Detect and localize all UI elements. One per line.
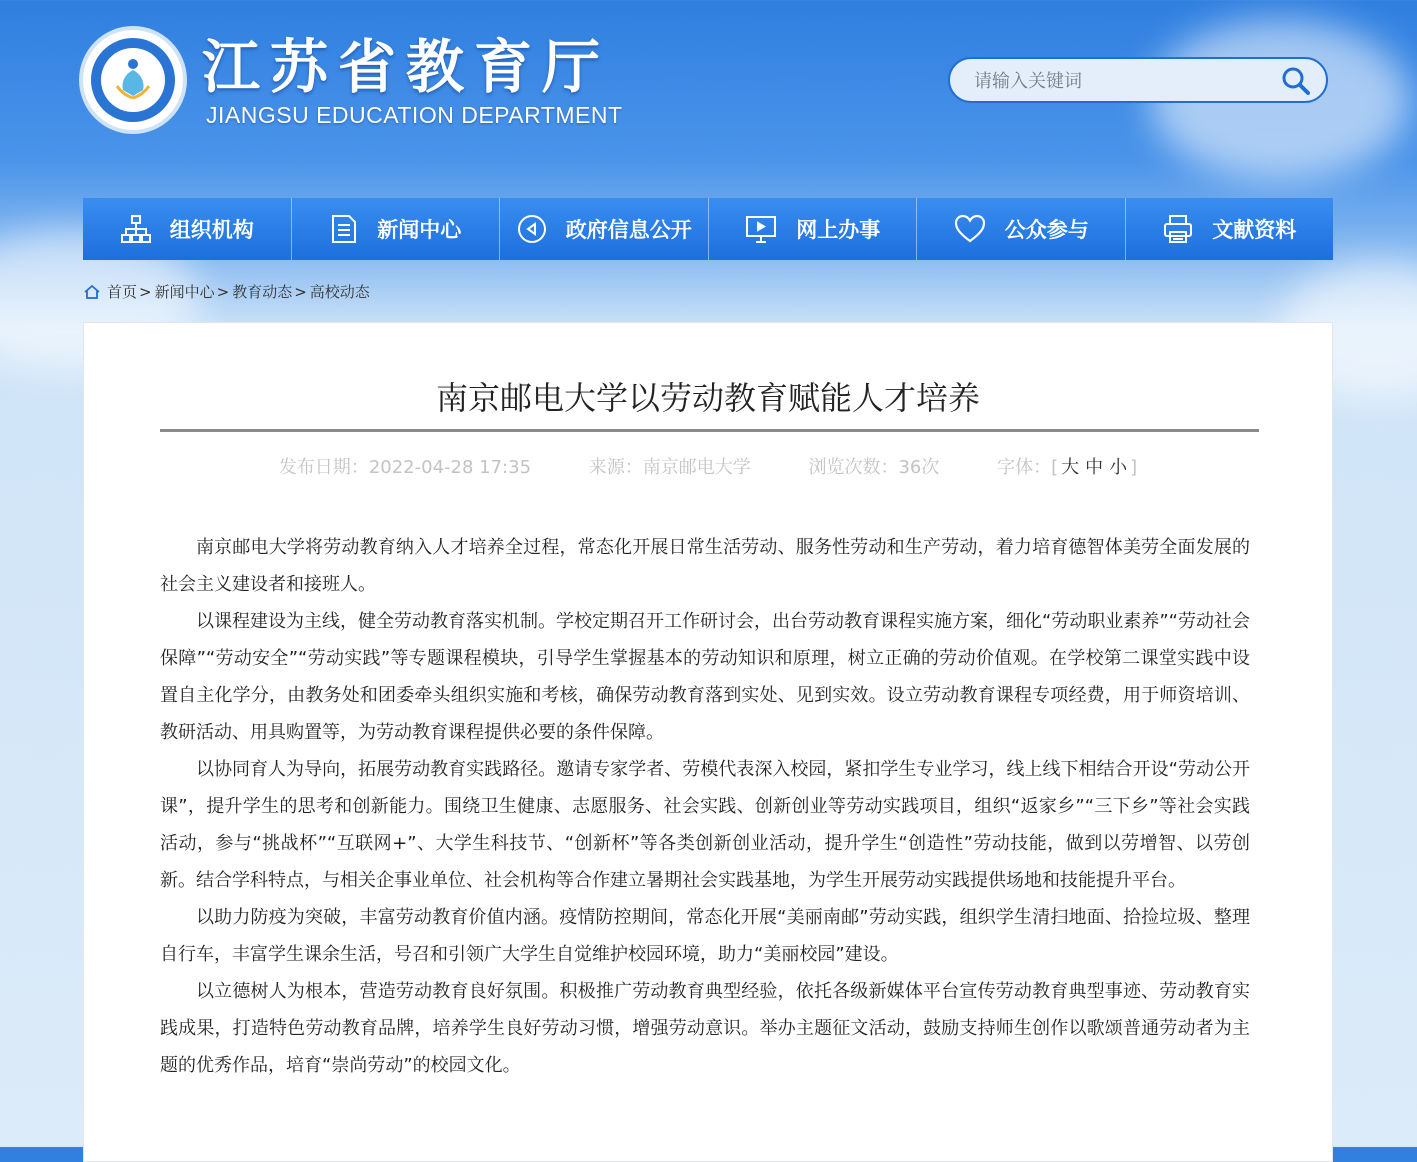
nav-label: 新闻中心 <box>377 218 462 242</box>
nav-item-online-services[interactable] <box>709 198 918 260</box>
article-body <box>160 529 1250 1084</box>
nav-item-org[interactable] <box>83 198 292 260</box>
font-size-large[interactable]: 大 <box>1061 457 1080 478</box>
breadcrumb-edu-news[interactable]: 教育动态 <box>232 283 293 301</box>
nav-label: 政府信息公开 <box>565 218 692 242</box>
site-subtitle: JIANGSU EDUCATION DEPARTMENT <box>206 102 623 128</box>
article-paragraph: 以立德树人为根本，营造劳动教育良好氛围。积极推广劳动教育典型经验，依托各级新媒体平台宣传劳动教育典型事迹、劳动教育实践成果，打造特色劳动教育品牌，培养学生良好劳动习惯，增强劳动意识。举办主题征文活动，鼓励支持师生创作以歌颂普通劳动者为主题的优秀作品，培育“崇尚劳动”的校园文化。 <box>160 981 1250 1076</box>
breadcrumb-news[interactable]: 新闻中心 <box>154 283 215 301</box>
nav-label: 网上办事 <box>796 218 881 242</box>
article-paragraph: 以协同育人为导向，拓展劳动教育实践路径。邀请专家学者、劳模代表深入校园，紧扣学生专业学习，线上线下相结合开设“劳动公开课”，提升学生的思考和创新能力。围绕卫生健康、志愿服务、社会实践、创新创业等劳动实践项目，组织“返家乡”“三下乡”等社会实践活动，参与“挑战杯”“互联网+”、大学生科技节、“创新杯”等各类创新创业活动，提升学生“创造性”劳动技能，做到以劳增智、以劳创新。结合学科特点，与相关企事业单位、社会机构等合作建立暑期社会实践基地，为学生开展劳动实践提供场地和技能提升平台。 <box>160 759 1250 891</box>
breadcrumb-separator: > <box>139 282 152 301</box>
monitor-icon <box>744 213 778 245</box>
nav-label: 组织机构 <box>169 218 254 242</box>
nav-label: 文献资料 <box>1212 218 1297 242</box>
site-header <box>0 0 1417 190</box>
article-paragraph: 以课程建设为主线，健全劳动教育落实机制。学校定期召开工作研讨会，出台劳动教育课程实施方案，细化“劳动职业素养”“劳动社会保障”“劳动安全”“劳动实践”等专题课程模块，引导学生掌握基本的劳动知识和原理，树立正确的劳动价值观。在学校第二课堂实践中设置自主化学分，由教务处和团委牵头组织实施和考核，确保劳动教育落到实处、见到实效。设立劳动教育课程专项经费，用于师资培训、教研活动、用具购置等，为劳动教育课程提供必要的条件保障。 <box>160 611 1250 743</box>
breadcrumb <box>83 281 370 302</box>
font-size-medium[interactable]: 中 <box>1085 457 1104 478</box>
title-divider <box>160 429 1259 432</box>
nav-item-literature[interactable] <box>1126 198 1334 260</box>
article-paragraph: 南京邮电大学将劳动教育纳入人才培养全过程，常态化开展日常生活劳动、服务性劳动和生产劳动，着力培育德智体美劳全面发展的社会主义建设者和接班人。 <box>160 537 1250 595</box>
nav-label: 公众参与 <box>1004 218 1089 242</box>
home-icon <box>83 284 101 300</box>
nav-item-public-participation[interactable] <box>917 198 1126 260</box>
nav-item-news[interactable] <box>292 198 501 260</box>
article-panel <box>83 322 1333 1162</box>
site-title: 江苏省教育厅 <box>202 33 611 101</box>
document-icon <box>329 213 359 245</box>
nav-item-info-disclosure[interactable] <box>500 198 709 260</box>
logo-icon <box>111 56 155 104</box>
breadcrumb-university-news[interactable]: 高校动态 <box>309 283 370 301</box>
article-meta <box>84 453 1332 479</box>
article-source: 来源：南京邮电大学 <box>588 457 751 478</box>
article-paragraph: 以助力防疫为突破，丰富劳动教育价值内涵。疫情防控期间，常态化开展“美丽南邮”劳动实践，组织学生清扫地面、拾捡垃圾、整理自行车，丰富学生课余生活，号召和引领广大学生自觉维护校园环境，助力“美丽校园”建设。 <box>160 907 1250 965</box>
article-title: 南京邮电大学以劳动教育赋能人才培养 <box>435 379 980 417</box>
org-chart-icon <box>120 213 152 245</box>
breadcrumb-separator: > <box>294 282 307 301</box>
search-button[interactable] <box>1280 65 1312 97</box>
search-box <box>948 57 1328 103</box>
breadcrumb-home[interactable]: 首页 <box>107 283 138 301</box>
breadcrumb-separator: > <box>216 282 230 301</box>
publish-date: 发布日期：2022-04-28 17:35 <box>278 457 532 478</box>
font-size-small[interactable]: 小 <box>1109 457 1128 478</box>
main-nav <box>83 198 1333 260</box>
heart-icon <box>953 213 987 245</box>
logo-emblem[interactable] <box>83 30 183 130</box>
play-circle-icon <box>516 213 548 245</box>
printer-icon <box>1162 213 1194 245</box>
search-input[interactable] <box>972 67 1276 95</box>
font-size-control: 字体：[ 大 中 小 ] <box>997 457 1138 478</box>
view-count: 浏览次数：36次 <box>808 457 940 478</box>
search-icon <box>1280 65 1312 97</box>
